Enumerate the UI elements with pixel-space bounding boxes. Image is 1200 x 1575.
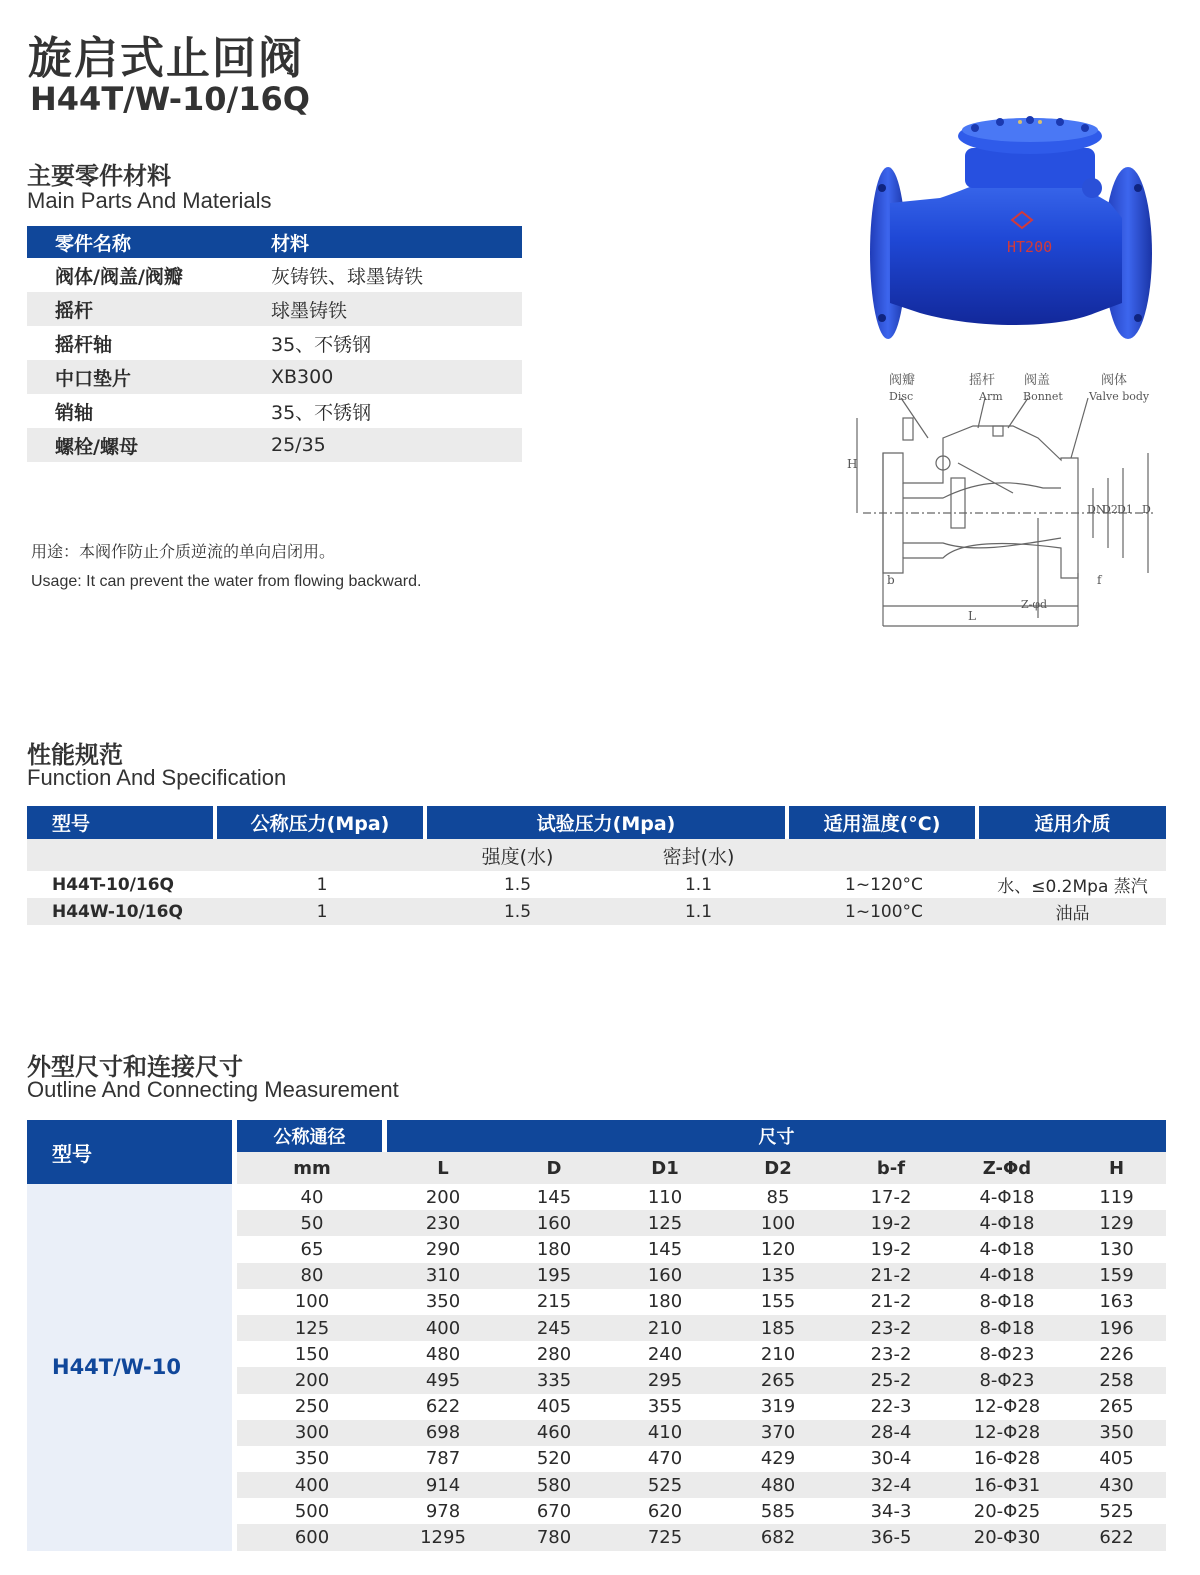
spec-col-temperature: 适用温度(°C) xyxy=(789,806,979,839)
spec-temp: 1~100°C xyxy=(789,898,979,925)
dims-cell-l: 978 xyxy=(425,1500,461,1522)
dims-cell-zd: 20-Φ30 xyxy=(947,1524,1067,1550)
part-material: 35、不锈钢 xyxy=(271,401,372,424)
diagram-label-disc-cn: 阀瓣 xyxy=(889,373,916,388)
dims-cell-l: 787 xyxy=(425,1448,461,1470)
dims-cell-d1: 110 xyxy=(647,1186,683,1208)
dims-cell-d1: 125 xyxy=(609,1210,721,1236)
dims-cell-d1: 160 xyxy=(609,1263,721,1289)
valve-section-diagram xyxy=(843,368,1173,638)
dims-cell-d2: 85 xyxy=(766,1186,790,1208)
spec-medium: 水、≤0.2Mpa 蒸汽 xyxy=(997,877,1148,897)
dims-cell-d: 145 xyxy=(536,1186,572,1208)
dims-col-d1: D1 xyxy=(609,1152,721,1184)
dims-cell-dn: 400 xyxy=(237,1472,387,1498)
dims-cell-l: 200 xyxy=(425,1186,461,1208)
dims-cell-bf: 30-4 xyxy=(870,1448,912,1470)
dims-cell-d: 405 xyxy=(536,1396,572,1418)
spec-col-medium: 适用介质 xyxy=(979,806,1166,839)
table-row xyxy=(27,360,522,394)
table-row xyxy=(27,394,522,428)
dim-l: L xyxy=(968,609,976,623)
part-material: 25/35 xyxy=(271,428,522,462)
dims-cell-zd: 8-Φ23 xyxy=(979,1343,1035,1365)
dims-cell-l: 310 xyxy=(387,1263,499,1289)
dims-cell-d1: 410 xyxy=(609,1420,721,1446)
dims-cell-l: 495 xyxy=(387,1367,499,1393)
usage-en: Usage: It can prevent the water from flowing backward. xyxy=(31,573,422,590)
dims-cell-bf: 34-3 xyxy=(870,1500,912,1522)
dims-cell-zd: 20-Φ25 xyxy=(973,1500,1041,1522)
dims-cell-zd: 8-Φ23 xyxy=(947,1367,1067,1393)
dims-col-h: H xyxy=(1067,1152,1166,1184)
dim-d2: D2 xyxy=(1102,503,1118,516)
dims-cell-dn: 600 xyxy=(237,1524,387,1550)
spec-model: H44T-10/16Q xyxy=(52,874,175,895)
dims-cell-h: 525 xyxy=(1099,1500,1134,1522)
dims-cell-d1: 210 xyxy=(609,1315,721,1341)
dims-col-bf: b-f xyxy=(835,1152,947,1184)
dim-z-d: Z-φd xyxy=(1021,598,1048,611)
materials-title-en: Main Parts And Materials xyxy=(27,188,272,213)
dims-col-d2: D2 xyxy=(721,1152,835,1184)
dims-cell-h: 129 xyxy=(1067,1210,1166,1236)
dims-cell-zd: 8-Φ18 xyxy=(947,1315,1067,1341)
dims-col-d: D xyxy=(499,1152,609,1184)
model-number: H44T/W-10/16Q xyxy=(30,80,310,118)
dims-cell-d: 280 xyxy=(536,1343,572,1365)
dims-cell-bf: 23-2 xyxy=(870,1343,912,1365)
part-name: 摇杆轴 xyxy=(55,333,113,356)
dims-cell-h: 258 xyxy=(1067,1367,1166,1393)
dims-col-size: 尺寸 xyxy=(387,1120,1166,1152)
dims-cell-dn: 500 xyxy=(294,1500,330,1522)
spec-nominal: 1 xyxy=(316,874,328,895)
part-name: 阀体/阀盖/阀瓣 xyxy=(55,265,183,288)
dims-cell-d1: 355 xyxy=(647,1396,683,1418)
dims-cell-d1: 180 xyxy=(647,1291,683,1313)
table-row xyxy=(27,428,522,462)
dims-cell-d1: 525 xyxy=(609,1472,721,1498)
spec-strength: 1.5 xyxy=(503,874,532,895)
dim-d1: D1 xyxy=(1117,503,1133,516)
table-row xyxy=(27,871,1166,898)
usage-cn: 用途：本阀作防止介质逆流的单向启闭用。 xyxy=(31,542,336,561)
dims-cell-bf: 32-4 xyxy=(835,1472,947,1498)
dims-cell-d2: 370 xyxy=(721,1420,835,1446)
dims-cell-zd: 4-Φ18 xyxy=(947,1263,1067,1289)
part-name: 中口垫片 xyxy=(27,360,271,394)
part-name: 螺栓/螺母 xyxy=(27,428,271,462)
dims-cell-bf: 23-2 xyxy=(835,1315,947,1341)
spec-title-cn: 性能规范 xyxy=(27,741,123,769)
dims-cell-d: 780 xyxy=(499,1524,609,1550)
part-material: XB300 xyxy=(271,360,522,394)
part-material: 35、不锈钢 xyxy=(271,333,372,356)
dims-cell-l: 230 xyxy=(387,1210,499,1236)
diagram-label-bonnet-en: Bonnet xyxy=(1023,390,1063,403)
dims-cell-h: 159 xyxy=(1067,1263,1166,1289)
materials-table xyxy=(27,226,522,462)
dims-cell-d: 670 xyxy=(536,1500,572,1522)
spec-nominal: 1 xyxy=(217,898,427,925)
dims-cell-zd: 4-Φ18 xyxy=(979,1186,1035,1208)
dims-cell-bf: 17-2 xyxy=(870,1186,912,1208)
dims-cell-h: 350 xyxy=(1067,1420,1166,1446)
dims-cell-bf: 21-2 xyxy=(870,1291,912,1313)
dims-cell-l: 698 xyxy=(387,1420,499,1446)
dims-cell-bf: 25-2 xyxy=(835,1367,947,1393)
dims-cell-d: 335 xyxy=(499,1367,609,1393)
dims-cell-l: 622 xyxy=(425,1396,461,1418)
dims-cell-zd: 16-Φ28 xyxy=(973,1448,1041,1470)
dims-cell-d: 580 xyxy=(499,1472,609,1498)
dims-cell-d2: 265 xyxy=(721,1367,835,1393)
spec-seal: 1.1 xyxy=(684,874,713,895)
dims-cell-d2: 585 xyxy=(760,1500,796,1522)
dims-cell-h: 265 xyxy=(1099,1396,1134,1418)
dims-cell-l: 290 xyxy=(425,1238,461,1260)
dims-cell-d2: 185 xyxy=(721,1315,835,1341)
dims-cell-l: 914 xyxy=(387,1472,499,1498)
materials-title-cn: 主要零件材料 xyxy=(27,162,171,190)
dim-dn: DN xyxy=(1087,503,1106,516)
spec-title-en: Function And Specification xyxy=(27,765,287,790)
dims-cell-h: 163 xyxy=(1099,1291,1134,1313)
dims-cell-zd: 12-Φ28 xyxy=(973,1396,1041,1418)
dims-title-en: Outline And Connecting Measurement xyxy=(27,1077,399,1102)
dims-cell-l: 400 xyxy=(387,1315,499,1341)
dims-cell-dn: 100 xyxy=(294,1291,330,1313)
dims-cell-d: 520 xyxy=(536,1448,572,1470)
valve-product-image xyxy=(860,108,1160,343)
dims-cell-d2: 135 xyxy=(721,1263,835,1289)
dims-cell-d2: 210 xyxy=(760,1343,796,1365)
dims-col-model: 型号 xyxy=(27,1120,237,1184)
dims-cell-d2: 480 xyxy=(721,1472,835,1498)
dims-cell-l: 1295 xyxy=(387,1524,499,1550)
dims-cell-zd: 8-Φ18 xyxy=(979,1291,1035,1313)
dims-model: H44T/W-10 xyxy=(27,1184,237,1551)
dims-cell-d2: 155 xyxy=(760,1291,796,1313)
spec-model: H44W-10/16Q xyxy=(27,898,217,925)
dims-cell-d: 215 xyxy=(536,1291,572,1313)
dims-cell-bf: 19-2 xyxy=(835,1210,947,1236)
dims-cell-dn: 40 xyxy=(300,1186,324,1208)
dims-cell-h: 196 xyxy=(1067,1315,1166,1341)
table-row xyxy=(27,1184,1166,1210)
dims-cell-d1: 295 xyxy=(609,1367,721,1393)
diagram-label-disc-en: Disc xyxy=(889,390,914,403)
dims-cell-zd: 4-Φ18 xyxy=(979,1238,1035,1260)
diagram-label-body-cn: 阀体 xyxy=(1101,373,1128,388)
dims-cell-h: 119 xyxy=(1099,1186,1134,1208)
dims-cell-d1: 470 xyxy=(647,1448,683,1470)
table-row xyxy=(27,292,522,326)
dims-cell-dn: 300 xyxy=(237,1420,387,1446)
dims-cell-l: 350 xyxy=(425,1291,461,1313)
dim-b: b xyxy=(887,573,895,587)
casting-mark: HT200 xyxy=(1007,238,1053,256)
dims-cell-d2: 682 xyxy=(721,1524,835,1550)
dims-cell-h: 622 xyxy=(1067,1524,1166,1550)
table-row xyxy=(27,898,1166,925)
col-part-name: 零件名称 xyxy=(27,226,271,258)
dims-col-zd: Z-Φd xyxy=(947,1152,1067,1184)
diagram-label-arm-cn: 摇杆 xyxy=(969,373,996,388)
dims-cell-d: 245 xyxy=(499,1315,609,1341)
spec-seal: 1.1 xyxy=(608,898,789,925)
table-row xyxy=(27,258,522,292)
dims-cell-d1: 725 xyxy=(609,1524,721,1550)
dims-cell-dn: 80 xyxy=(237,1263,387,1289)
dims-cell-d: 160 xyxy=(499,1210,609,1236)
spec-sub-seal: 密封(水) xyxy=(608,839,789,871)
dims-cell-d2: 429 xyxy=(760,1448,796,1470)
dims-cell-dn: 250 xyxy=(294,1396,330,1418)
dims-title-cn: 外型尺寸和连接尺寸 xyxy=(27,1053,243,1081)
dims-cell-d: 195 xyxy=(499,1263,609,1289)
dims-col-mm: mm xyxy=(237,1152,387,1184)
part-material: 灰铸铁、球墨铸铁 xyxy=(271,265,424,288)
dims-cell-dn: 65 xyxy=(300,1238,324,1260)
col-material: 材料 xyxy=(271,226,522,258)
dims-cell-dn: 200 xyxy=(237,1367,387,1393)
dims-cell-d: 460 xyxy=(499,1420,609,1446)
dims-cell-zd: 12-Φ28 xyxy=(947,1420,1067,1446)
part-name: 销轴 xyxy=(55,401,94,424)
dims-cell-bf: 21-2 xyxy=(835,1263,947,1289)
dims-cell-d2: 319 xyxy=(760,1396,796,1418)
dims-cell-d1: 145 xyxy=(647,1238,683,1260)
dim-h: H xyxy=(847,457,858,471)
dims-cell-h: 405 xyxy=(1099,1448,1134,1470)
dims-table xyxy=(27,1120,1166,1551)
diagram-label-bonnet-cn: 阀盖 xyxy=(1024,373,1051,388)
dims-cell-h: 430 xyxy=(1067,1472,1166,1498)
dims-cell-dn: 50 xyxy=(237,1210,387,1236)
part-name: 摇杆 xyxy=(27,292,271,326)
table-row xyxy=(27,326,522,360)
spec-table xyxy=(27,806,1166,925)
dims-cell-h: 130 xyxy=(1099,1238,1134,1260)
part-material: 球墨铸铁 xyxy=(271,292,522,326)
dims-cell-d: 180 xyxy=(536,1238,572,1260)
spec-strength: 1.5 xyxy=(427,898,608,925)
spec-temp: 1~120°C xyxy=(845,874,923,895)
dims-cell-dn: 125 xyxy=(237,1315,387,1341)
dims-cell-bf: 28-4 xyxy=(835,1420,947,1446)
dims-cell-d2: 100 xyxy=(721,1210,835,1236)
diagram-label-body-en: Valve body xyxy=(1089,390,1150,403)
dims-cell-h: 226 xyxy=(1099,1343,1134,1365)
dims-cell-bf: 36-5 xyxy=(835,1524,947,1550)
page-title: 旋启式止回阀 xyxy=(28,33,304,84)
dims-cell-zd: 16-Φ31 xyxy=(947,1472,1067,1498)
dims-cell-l: 480 xyxy=(425,1343,461,1365)
diagram-label-arm-en: Arm xyxy=(979,390,1003,403)
dim-d: D xyxy=(1142,503,1151,516)
dims-cell-d1: 620 xyxy=(647,1500,683,1522)
spec-medium: 油品 xyxy=(979,898,1166,925)
spec-sub-strength: 强度(水) xyxy=(427,839,608,871)
spec-col-nominal-pressure: 公称压力(Mpa) xyxy=(217,806,427,839)
dims-cell-dn: 150 xyxy=(294,1343,330,1365)
dims-cell-d1: 240 xyxy=(647,1343,683,1365)
dim-f: f xyxy=(1097,573,1102,587)
dims-cell-d2: 120 xyxy=(760,1238,796,1260)
dims-col-l: L xyxy=(387,1152,499,1184)
dims-cell-zd: 4-Φ18 xyxy=(947,1210,1067,1236)
spec-col-model: 型号 xyxy=(27,806,217,839)
dims-col-nominal: 公称通径 xyxy=(237,1120,387,1152)
dims-cell-dn: 350 xyxy=(294,1448,330,1470)
spec-col-test-pressure: 试验压力(Mpa) xyxy=(427,806,789,839)
dims-cell-bf: 19-2 xyxy=(870,1238,912,1260)
dims-cell-bf: 22-3 xyxy=(870,1396,912,1418)
